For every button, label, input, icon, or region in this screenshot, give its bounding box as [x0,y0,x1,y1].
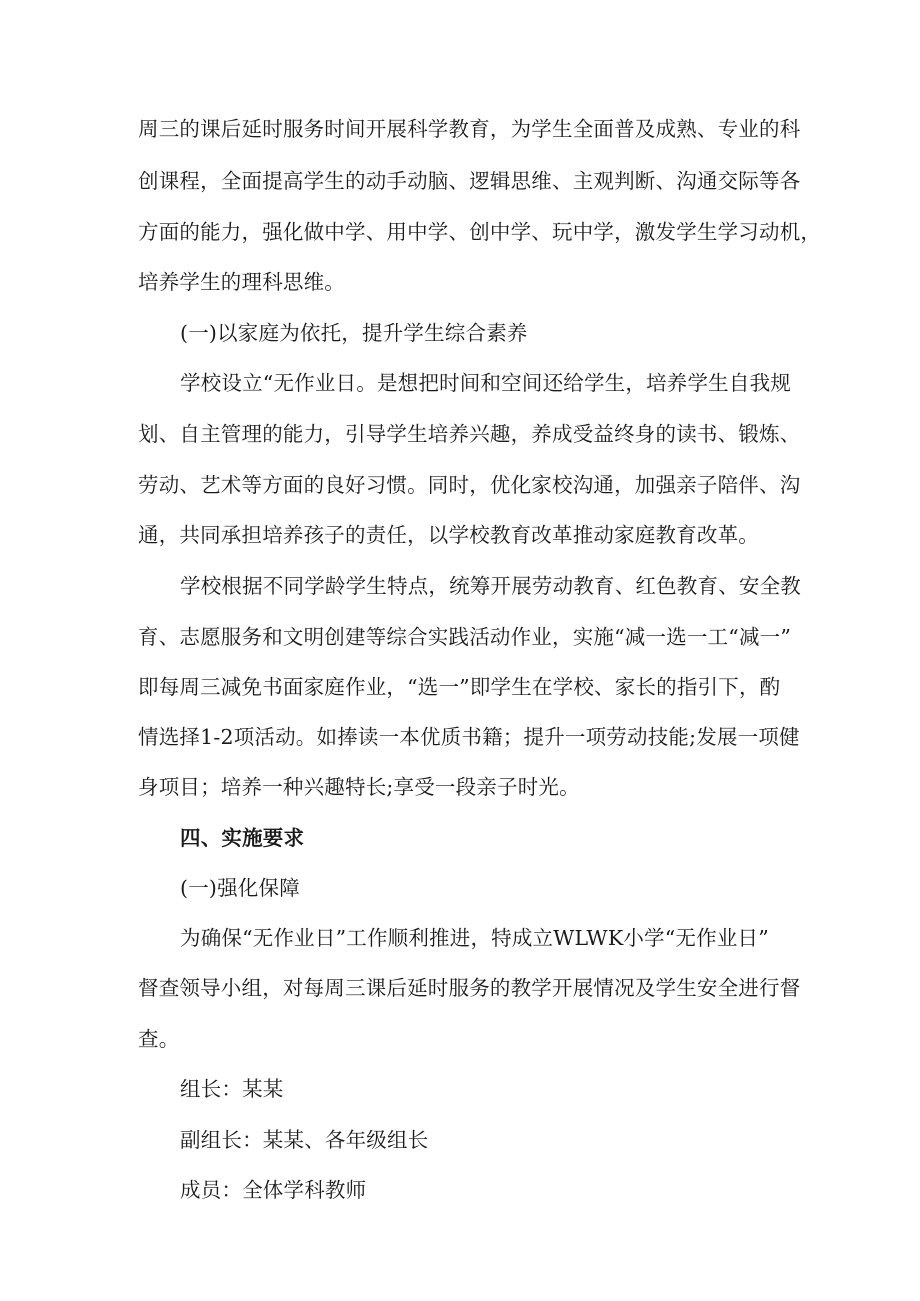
group-members: 成员：全体学科教师 [180,1178,367,1202]
paragraph-2-line-3: 劳动、艺术等方面的良好习惯。同时，优化家校沟通，加强亲子陪伴、沟 [138,473,801,497]
paragraph-1-line-1: 周三的课后延时服务时间开展科学教育，为学生全面普及成熟、专业的科 [138,117,801,141]
section-heading-implementation: 四、实施要求 [180,826,305,850]
paragraph-2-line-1: 学校设立“无作业日。是想把时间和空间还给学生，培养学生自我规 [180,371,791,395]
paragraph-1-line-3: 方面的能力，强化做中学、用中学、创中学、玩中学，激发学生学习动机， [138,220,822,244]
paragraph-3-line-3: 即每周三减免书面家庭作业，“选一”即学生在学校、家长的指引下，酌 [138,675,781,699]
paragraph-4-line-3: 查。 [138,1027,180,1051]
paragraph-2-line-2: 划、自主管理的能力，引导学生培养兴趣，养成受益终身的读书、锻炼、 [138,422,801,446]
subheading-family: (一)以家庭为依托，提升学生综合素养 [180,321,528,345]
subheading-guarantee: (一)强化保障 [180,876,300,900]
paragraph-2-line-4: 通，共同承担培养孩子的责任，以学校教育改革推动家庭教育改革。 [138,523,759,547]
paragraph-4-line-2: 督查领导小组，对每周三课后延时服务的教学开展情况及学生安全进行督 [138,976,801,1000]
paragraph-1-line-4: 培养学生的理科思维。 [138,270,345,294]
paragraph-3-line-4: 情选择1-2项活动。如捧读一本优质书籍；提升一项劳动技能;发展一项健 [138,725,800,749]
paragraph-3-line-5: 身项目；培养一种兴趣特长;享受一段亲子时光。 [138,775,580,799]
paragraph-3-line-2: 育、志愿服务和文明创建等综合实践活动作业，实施“减一选一工“减一” [138,625,792,649]
group-leader: 组长：某某 [180,1077,284,1101]
group-vice-leader: 副组长：某某、各年级组长 [180,1128,429,1152]
paragraph-3-line-1: 学校根据不同学龄学生特点，统筹开展劳动教育、红色教育、安全教 [180,574,801,598]
paragraph-4-line-1: 为确保“无作业日”工作顺利推进，特成立WLWK小学“无作业日” [180,926,769,950]
paragraph-1-line-2: 创课程，全面提高学生的动手动脑、逻辑思维、主观判断、沟通交际等各 [138,169,801,193]
